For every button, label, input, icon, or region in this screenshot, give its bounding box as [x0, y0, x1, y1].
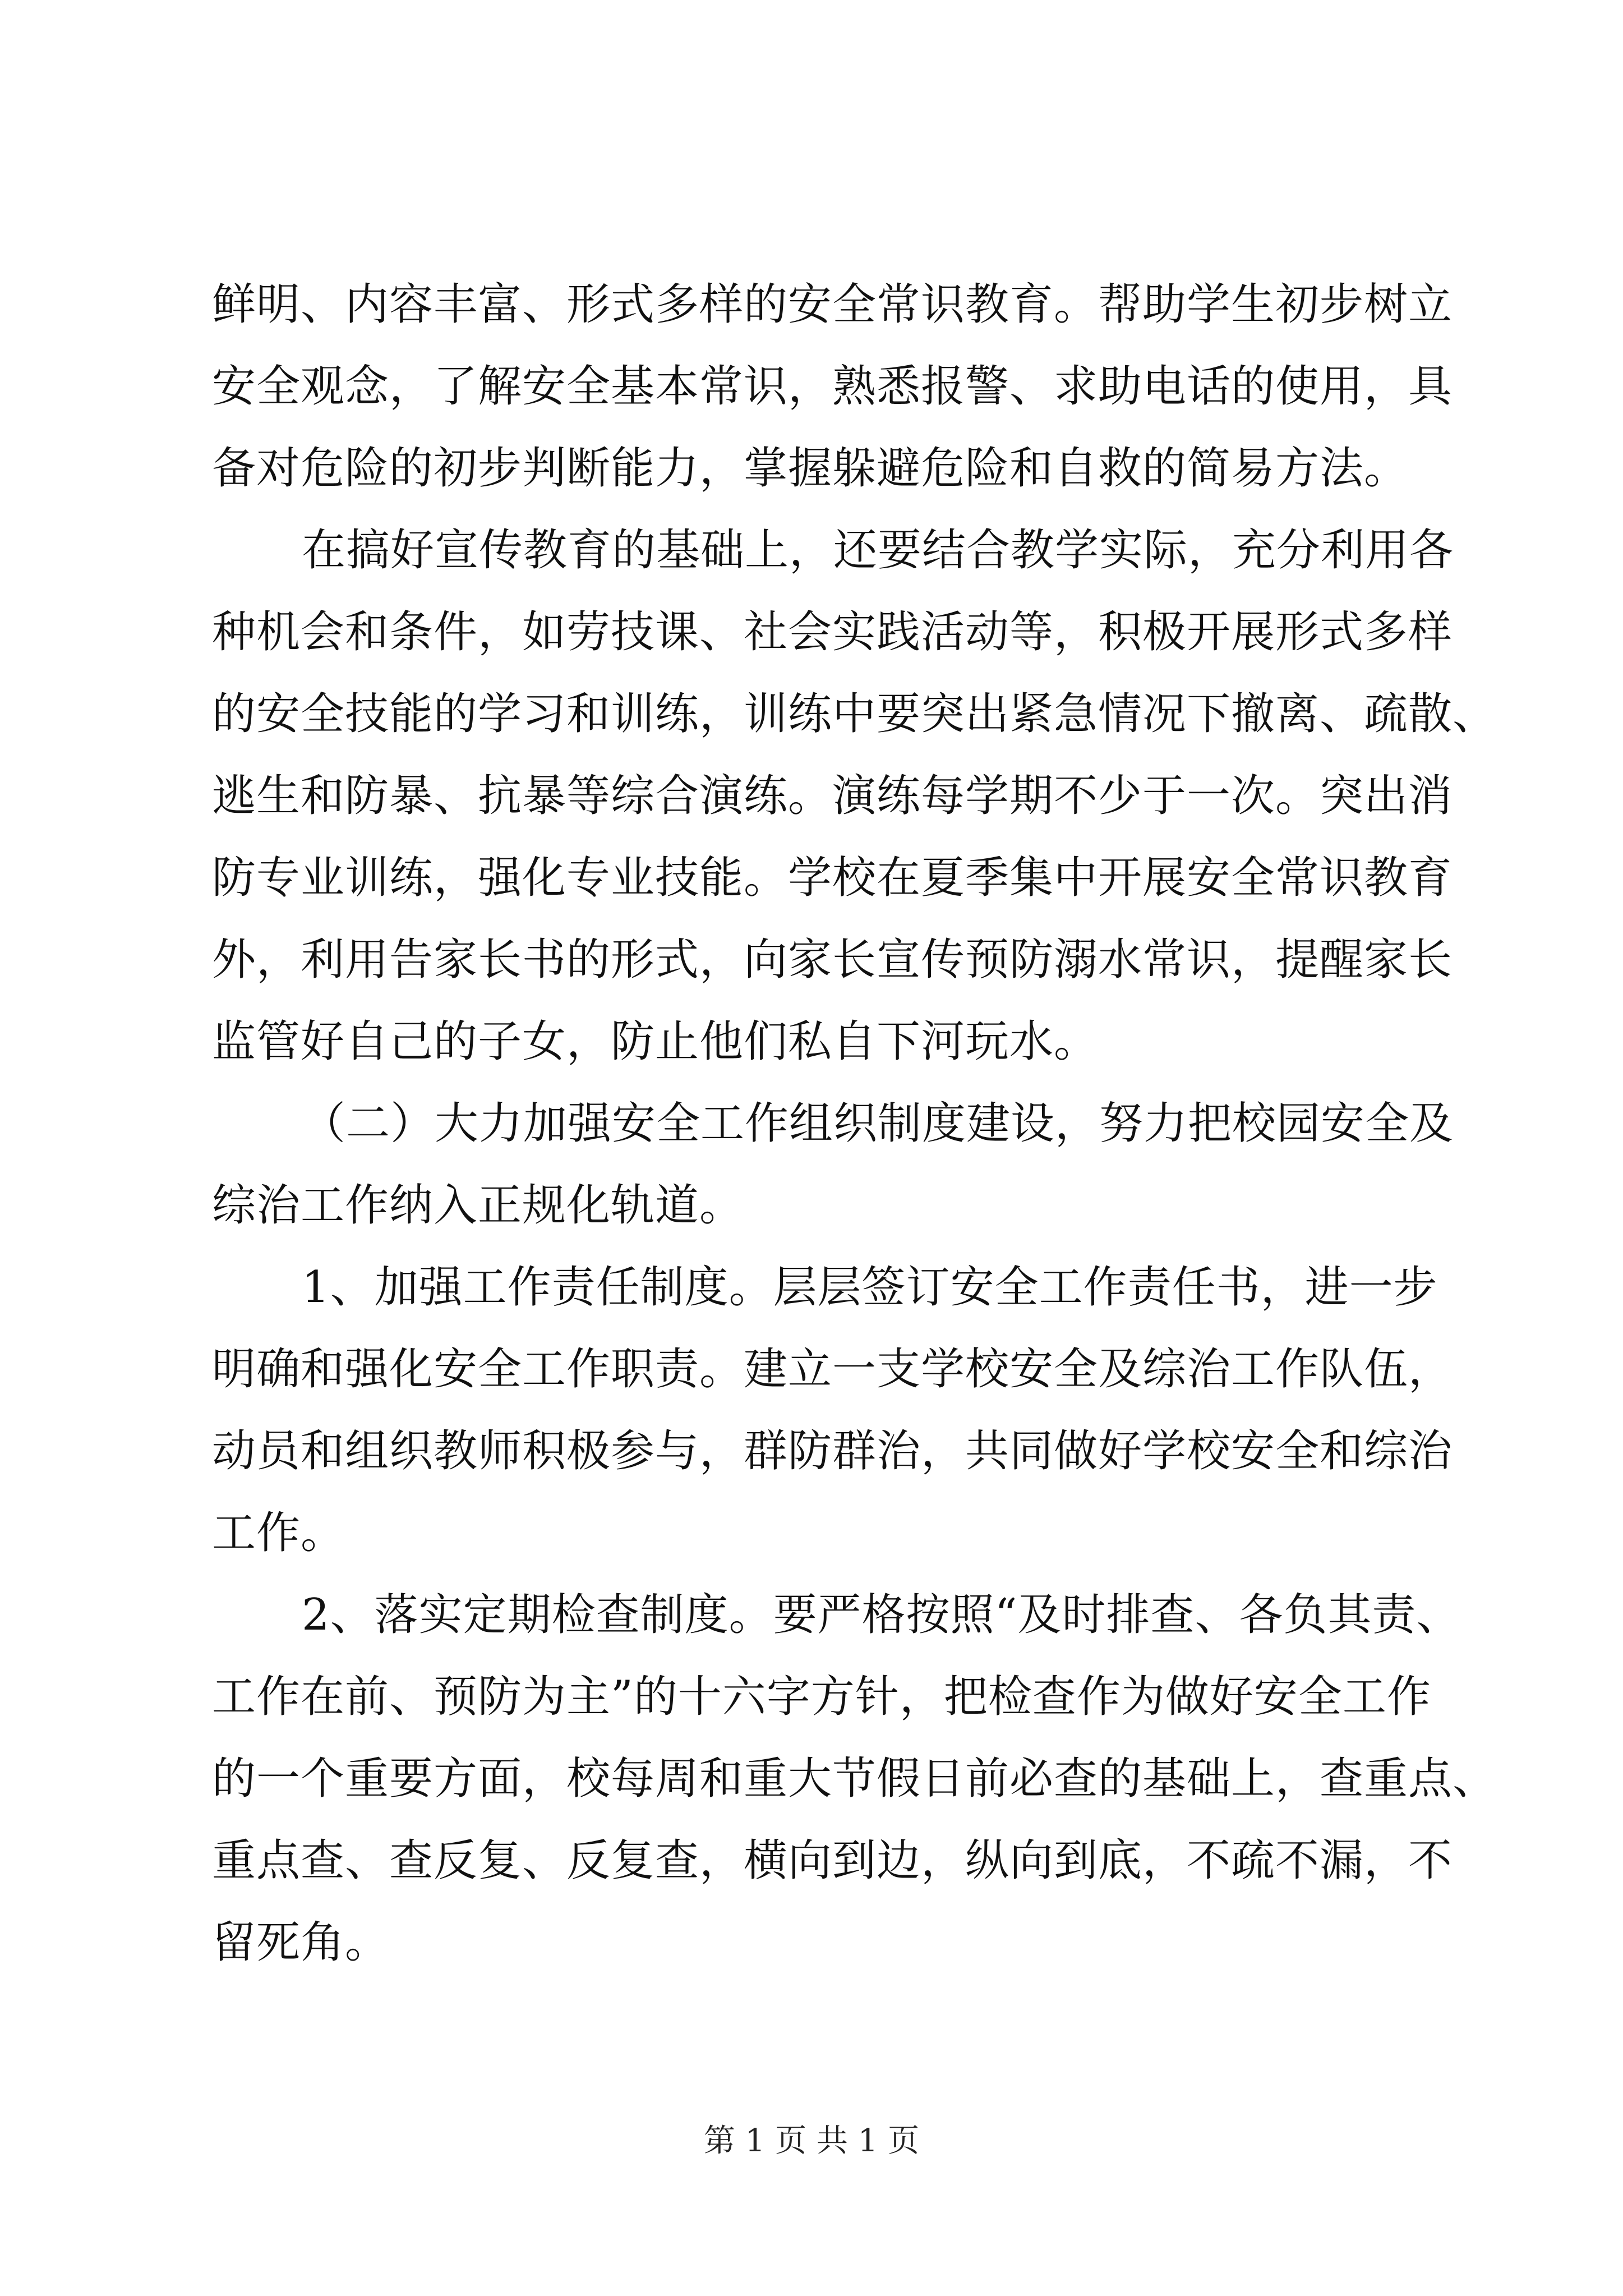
text-line: 种机会和条件，如劳技课、社会实践活动等，积极开展形式多样: [212, 607, 1453, 657]
text-line: 的一个重要方面，校每周和重大节假日前必查的基础上，查重点、: [212, 1754, 1497, 1804]
text-line: 安全观念，了解安全基本常识，熟悉报警、求助电话的使用，具: [212, 361, 1453, 412]
paragraph-first-line: 2、落实定期检查制度。要严格按照“及时排查、各负其责、: [302, 1590, 1461, 1640]
page-footer: 第 1 页 共 1 页: [703, 2123, 920, 2159]
section-heading-line: 综治工作纳入正规化轨道。: [212, 1180, 744, 1231]
text-line: 工作在前、预防为主”的十六字方针，把检查作为做好安全工作: [212, 1672, 1431, 1722]
text-line: 备对危险的初步判断能力，掌握躲避危险和自救的简易方法。: [212, 443, 1409, 494]
text-line: 逃生和防暴、抗暴等综合演练。演练每学期不少于一次。突出消: [212, 771, 1453, 821]
text-line: 明确和强化安全工作职责。建立一支学校安全及综治工作队伍，: [212, 1344, 1453, 1395]
text-line: 动员和组织教师积极参与，群防群治，共同做好学校安全和综治: [212, 1426, 1453, 1476]
text-line: 的安全技能的学习和训练，训练中要突出紧急情况下撤离、疏散、: [212, 689, 1497, 739]
document-body: [212, 264, 1497, 1984]
paragraph-first-line: 在搞好宣传教育的基础上，还要结合教学实际，充分利用各: [302, 525, 1454, 576]
section-heading-line: （二）大力加强安全工作组织制度建设，努力把校园安全及: [302, 1098, 1454, 1149]
text-line: 工作。: [212, 1508, 345, 1558]
paragraph-first-line: 1、加强工作责任制度。层层签订安全工作责任书，进一步: [302, 1262, 1438, 1313]
text-line: 防专业训练，强化专业技能。学校在夏季集中开展安全常识教育: [212, 853, 1453, 903]
text-line: 留死角。: [212, 1917, 390, 1968]
text-line: 重点查、查反复、反复查，横向到边，纵向到底，不疏不漏，不: [212, 1835, 1453, 1886]
text-line: 外，利用告家长书的形式，向家长宣传预防溺水常识，提醒家长: [212, 935, 1453, 985]
text-line: 鲜明、内容丰富、形式多样的安全常识教育。帮助学生初步树立: [212, 279, 1453, 330]
text-line: 监管好自己的子女，防止他们私自下河玩水。: [212, 1016, 1099, 1067]
